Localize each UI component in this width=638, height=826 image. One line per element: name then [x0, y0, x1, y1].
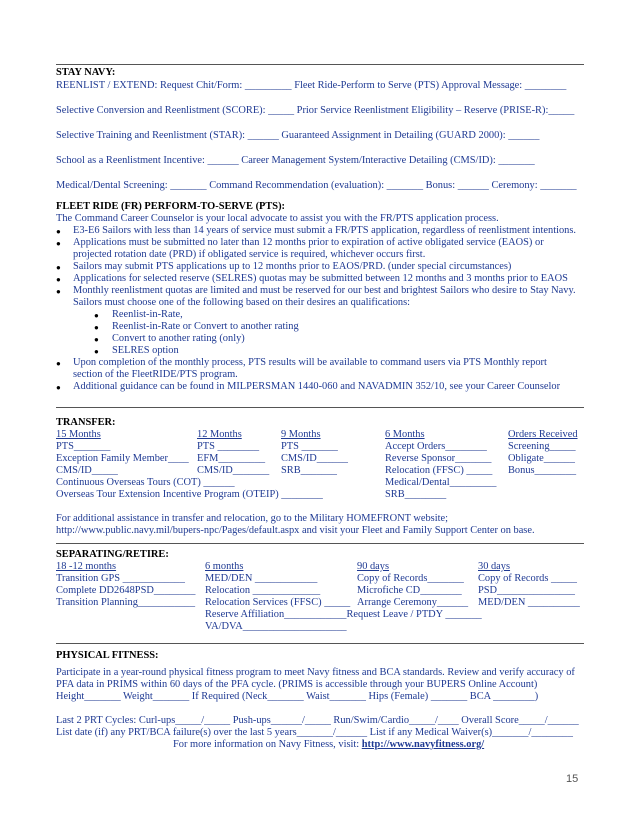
transfer-note-1: For additional assistance in transfer and relocation, go to the Military HOMEFRONT website; [56, 513, 448, 524]
stay-navy-heading: STAY NAVY: [56, 67, 116, 78]
option-reenlist-or-convert: Reenlist-in-Rate or Convert to another rating [112, 321, 299, 332]
transfer-srb-9: SRB_______ [281, 465, 338, 476]
fleet-ride-bullet-3: Sailors may submit PTS applications up to 12 months prior to EAOS/PRD. (under special circumstances) [73, 261, 512, 272]
fleet-ride-bullet-4: Applications for selected reserve (SELRES) quotas may be submitted between 12 months and 3 months prior to EAOS [73, 273, 568, 284]
transfer-note-2: http://www.public.navy.mil/bupers-npc/Pages/default.aspx and visit your Fleet and Family Support Center on base. [56, 525, 535, 536]
fitness-more-info-label: For more information on Navy Fitness, visit: [173, 739, 362, 750]
fleet-ride-bullet-6a: Upon completion of the monthly process, PTS results will be available to command users via PTS Monthly report [73, 357, 547, 368]
separating-col-18-12-months: 18 -12 months [56, 561, 117, 572]
bullet-icon: ● [56, 359, 61, 368]
separating-col-30-days: 30 days [478, 561, 511, 572]
sub-bullet-icon: ● [94, 347, 99, 356]
bullet-icon: ● [56, 263, 61, 272]
separating-med-den-6: MED/DEN ____________ [205, 573, 318, 584]
stay-navy-line-4: School as a Reenlistment Incentive: ______ Career Management System/Interactive Detailing (CMS/ID): _______ [56, 155, 535, 166]
transfer-medical-dental: Medical/Dental_________ [385, 477, 497, 488]
fleet-ride-heading: FLEET RIDE (FR) PERFORM-TO-SERVE (PTS): [56, 201, 286, 212]
transfer-oteip: Overseas Tour Extension Incentive Program (OTEIP) ________ [56, 489, 323, 500]
separating-dd2648psd: Complete DD2648PSD________ [56, 585, 196, 596]
stay-navy-line-3: Selective Training and Reenlistment (STAR): ______ Guaranteed Assignment in Detailing (GUARD 2000): ______ [56, 130, 540, 141]
stay-navy-line-2: Selective Conversion and Reenlistment (SCORE): _____ Prior Service Reenlistment Eligibility – Reserve (PRISE-R):_____ [56, 105, 575, 116]
fitness-prt-cycles: Last 2 PRT Cycles: Curl-ups_____/_____ Push-ups______/_____ Run/Swim/Cardio_____/____ Overall Score_____/______ [56, 715, 579, 726]
section-rule [56, 643, 584, 644]
transfer-obligate: Obligate______ [508, 453, 575, 464]
fleet-ride-bullet-6b: section of the FleetRIDE/PTS program. [73, 369, 238, 380]
separating-col-90-days: 90 days [357, 561, 390, 572]
transfer-pts-15: PTS_______ [56, 441, 111, 452]
transfer-col-12-months: 12 Months [197, 429, 242, 440]
fleet-ride-bullet-5b: Sailors must choose one of the following based on their desires an qualifications: [73, 297, 411, 308]
fitness-measurements: Height_______ Weight_______ If Required (Neck_______ Waist_______ Hips (Female) _______ BCA ________) [56, 691, 539, 702]
fitness-paragraph-line-1: Participate in a year-round physical fitness program to meet Navy fitness and BCA standards. Review and verify accuracy of [56, 667, 575, 678]
transfer-accept-orders: Accept Orders________ [385, 441, 487, 452]
transfer-col-6-months: 6 Months [385, 429, 425, 440]
fitness-paragraph-line-2: PFA data in PRIMS within 60 days of the PFA cycle. (PRIMS is accessible through your BUPERS Online Account) [56, 679, 538, 690]
transfer-col-orders-received: Orders Received [508, 429, 578, 440]
bullet-icon: ● [56, 227, 61, 236]
page-number: 15 [566, 773, 579, 785]
separating-relocation: Relocation _____________ [205, 585, 321, 596]
transfer-bonus: Bonus________ [508, 465, 577, 476]
transfer-cmsid-15: CMS/ID_____ [56, 465, 118, 476]
fitness-heading: PHYSICAL FITNESS: [56, 650, 159, 661]
transfer-heading: TRANSFER: [56, 417, 116, 428]
transfer-reverse-sponsor: Reverse Sponsor_______ [385, 453, 492, 464]
fleet-ride-bullet-2a: Applications must be submitted no later than 12 months prior to expiration of active obligated service (EAOS) or [73, 237, 544, 248]
fitness-more-info [173, 739, 484, 752]
separating-transition-gps: Transition GPS ____________ [56, 573, 185, 584]
separating-col-6-months: 6 months [205, 561, 244, 572]
top-rule [56, 64, 584, 65]
separating-va-dva: VA/DVA____________________ [205, 621, 347, 632]
stay-navy-line-5: Medical/Dental Screening: _______ Command Recommendation (evaluation): _______ Bonus: ______ Ceremony: _______ [56, 180, 577, 191]
transfer-screening: Screening_____ [508, 441, 576, 452]
transfer-exception-family-member: Exception Family Member____ [56, 453, 189, 464]
separating-transition-planning: Transition Planning___________ [56, 597, 196, 608]
separating-psd: PSD_______________ [478, 585, 575, 596]
navy-fitness-link[interactable]: http://www.navyfitness.org/ [361, 739, 485, 750]
option-convert-only: Convert to another rating (only) [112, 333, 245, 344]
transfer-col-15-months: 15 Months [56, 429, 101, 440]
fleet-ride-intro: The Command Career Counselor is your local advocate to assist you with the FR/PTS application process. [56, 213, 499, 224]
fleet-ride-bullet-7: Additional guidance can be found in MILPERSMAN 1440-060 and NAVADMIN 352/10, see your Career Counselor [73, 381, 561, 392]
sub-bullet-icon: ● [94, 311, 99, 320]
section-rule [56, 407, 584, 408]
separating-heading: SEPARATING/RETIRE: [56, 549, 169, 560]
fleet-ride-bullet-5a: Monthly reenlistment quotas are limited and must be reserved for our best and brightest Sailors who desire to Stay Navy. [73, 285, 576, 296]
transfer-efm: EFM_________ [197, 453, 266, 464]
sub-bullet-icon: ● [94, 323, 99, 332]
fitness-failures-waivers: List date (if) any PRT/BCA failure(s) over the last 5 years_______/______ List if any Medical Waiver(s)_______/________ [56, 727, 573, 738]
section-rule [56, 543, 584, 544]
stay-navy-line-1: REENLIST / EXTEND: Request Chit/Form: _________ Fleet Ride-Perform to Serve (PTS) Approval Message: ________ [56, 80, 567, 91]
transfer-srb-6: SRB________ [385, 489, 447, 500]
bullet-icon: ● [56, 275, 61, 284]
bullet-icon: ● [56, 287, 61, 296]
fleet-ride-bullet-1: E3-E6 Sailors with less than 14 years of service must submit a FR/PTS application, regardless of reenlistment intentions. [73, 225, 576, 236]
separating-microfiche-cd: Microfiche CD________ [357, 585, 462, 596]
transfer-relocation-ffsc: Relocation (FFSC) _____ [385, 465, 493, 476]
transfer-col-9-months: 9 Months [281, 429, 321, 440]
separating-relocation-services: Relocation Services (FFSC) _____ [205, 597, 351, 608]
transfer-cmsid-9: CMS/ID______ [281, 453, 348, 464]
separating-copy-records-90: Copy of Records_______ [357, 573, 464, 584]
transfer-cot: Continuous Overseas Tours (COT) ______ [56, 477, 235, 488]
separating-reserve-affiliation: Reserve Affiliation____________Request Leave / PTDY _______ [205, 609, 482, 620]
separating-copy-records-30: Copy of Records _____ [478, 573, 577, 584]
bullet-icon: ● [56, 383, 61, 392]
sub-bullet-icon: ● [94, 335, 99, 344]
separating-arrange-ceremony: Arrange Ceremony______ [357, 597, 469, 608]
separating-med-den-30: MED/DEN __________ [478, 597, 580, 608]
transfer-cmsid-12: CMS/ID_______ [197, 465, 270, 476]
option-selres: SELRES option [112, 345, 179, 356]
transfer-pts-12: PTS ________ [197, 441, 260, 452]
option-reenlist-in-rate: Reenlist-in-Rate, [112, 309, 183, 320]
transfer-pts-9: PTS _______ [281, 441, 338, 452]
bullet-icon: ● [56, 239, 61, 248]
fleet-ride-bullet-2b: projected rotation date (PRD) if obligated service is required, whichever occurs first. [73, 249, 426, 260]
